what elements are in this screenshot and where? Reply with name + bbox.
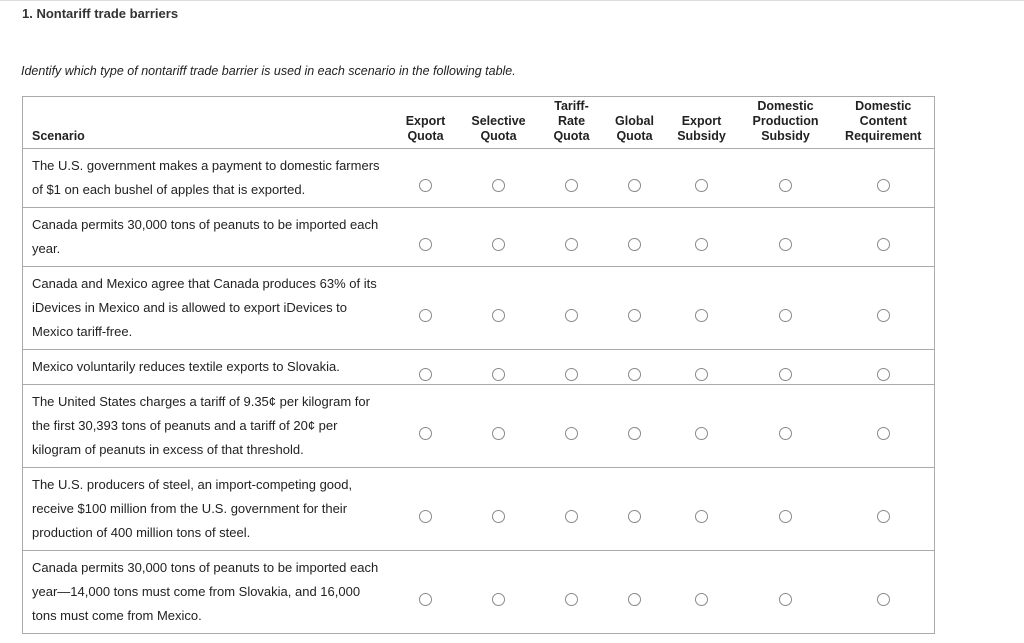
question-instructions: Identify which type of nontariff trade barrier is used in each scenario in the following table.	[21, 64, 516, 78]
radio-button-icon[interactable]	[779, 593, 792, 606]
choice-domestic-production-subsidy[interactable]	[739, 149, 833, 208]
column-header-selective-quota: Selective Quota	[459, 97, 539, 149]
scenario-column-header: Scenario	[23, 97, 393, 149]
choice-domestic-content-requirement[interactable]	[833, 208, 935, 267]
radio-button-icon[interactable]	[492, 179, 505, 192]
choice-tariff-rate-quota[interactable]	[539, 267, 605, 350]
choice-domestic-content-requirement[interactable]	[833, 267, 935, 350]
radio-button-icon[interactable]	[628, 427, 641, 440]
radio-button-icon[interactable]	[565, 510, 578, 523]
radio-button-icon[interactable]	[492, 238, 505, 251]
radio-button-icon[interactable]	[877, 238, 890, 251]
choice-export-quota[interactable]	[393, 208, 459, 267]
choice-global-quota[interactable]	[605, 267, 665, 350]
radio-button-icon[interactable]	[779, 510, 792, 523]
radio-button-icon[interactable]	[877, 179, 890, 192]
choice-export-quota[interactable]	[393, 149, 459, 208]
choice-tariff-rate-quota[interactable]	[539, 208, 605, 267]
choice-selective-quota[interactable]	[459, 468, 539, 551]
radio-button-icon[interactable]	[695, 510, 708, 523]
choice-domestic-content-requirement[interactable]	[833, 149, 935, 208]
choice-export-subsidy[interactable]	[665, 149, 739, 208]
top-divider	[0, 0, 1024, 1]
choice-export-subsidy[interactable]	[665, 385, 739, 468]
scenario-table	[22, 96, 935, 634]
choice-global-quota[interactable]	[605, 350, 665, 385]
choice-export-subsidy[interactable]	[665, 551, 739, 634]
radio-button-icon[interactable]	[695, 368, 708, 381]
choice-export-quota[interactable]	[393, 385, 459, 468]
choice-domestic-production-subsidy[interactable]	[739, 551, 833, 634]
scenario-text: The U.S. producers of steel, an import-competing good, receive $100 million from the U.S. government for their production of 400 million tons of steel.	[23, 468, 393, 551]
radio-button-icon[interactable]	[779, 309, 792, 322]
column-header-global-quota: Global Quota	[605, 97, 665, 149]
radio-button-icon[interactable]	[628, 510, 641, 523]
choice-domestic-production-subsidy[interactable]	[739, 385, 833, 468]
radio-button-icon[interactable]	[695, 309, 708, 322]
scenario-row-4	[23, 350, 935, 385]
radio-button-icon[interactable]	[565, 238, 578, 251]
radio-button-icon[interactable]	[695, 179, 708, 192]
choice-selective-quota[interactable]	[459, 149, 539, 208]
radio-button-icon[interactable]	[419, 593, 432, 606]
radio-button-icon[interactable]	[628, 238, 641, 251]
choice-export-subsidy[interactable]	[665, 468, 739, 551]
choice-export-subsidy[interactable]	[665, 350, 739, 385]
scenario-row-1	[23, 149, 935, 208]
radio-button-icon[interactable]	[779, 238, 792, 251]
choice-domestic-content-requirement[interactable]	[833, 551, 935, 634]
radio-button-icon[interactable]	[877, 309, 890, 322]
scenario-text: Canada permits 30,000 tons of peanuts to be imported each year—14,000 tons must come from Slovakia, and 16,000 tons must come from Mexico.	[32, 560, 379, 623]
choice-tariff-rate-quota[interactable]	[539, 149, 605, 208]
scenario-text: Canada permits 30,000 tons of peanuts to be imported each year.	[23, 208, 393, 267]
choice-domestic-content-requirement[interactable]	[833, 350, 935, 385]
scenario-row-3	[23, 267, 935, 350]
choice-selective-quota[interactable]	[459, 208, 539, 267]
radio-button-icon[interactable]	[877, 368, 890, 381]
radio-button-icon[interactable]	[419, 510, 432, 523]
radio-button-icon[interactable]	[492, 368, 505, 381]
radio-button-icon[interactable]	[695, 427, 708, 440]
radio-button-icon[interactable]	[565, 593, 578, 606]
choice-global-quota[interactable]	[605, 385, 665, 468]
radio-button-icon[interactable]	[565, 309, 578, 322]
radio-button-icon[interactable]	[492, 309, 505, 322]
choice-global-quota[interactable]	[605, 208, 665, 267]
radio-button-icon[interactable]	[492, 427, 505, 440]
question-title: 1. Nontariff trade barriers	[22, 6, 179, 21]
choice-selective-quota[interactable]	[459, 267, 539, 350]
radio-button-icon[interactable]	[419, 179, 432, 192]
scenario-text: The United States charges a tariff of 9.35¢ per kilogram for the first 30,393 tons of peanuts and a tariff of 20¢ per kilogram of peanuts in excess of that threshold.	[23, 385, 393, 468]
radio-button-icon[interactable]	[565, 368, 578, 381]
radio-button-icon[interactable]	[628, 309, 641, 322]
choice-global-quota[interactable]	[605, 149, 665, 208]
radio-button-icon[interactable]	[565, 179, 578, 192]
radio-button-icon[interactable]	[419, 238, 432, 251]
choice-global-quota[interactable]	[605, 468, 665, 551]
choice-domestic-content-requirement[interactable]	[833, 468, 935, 551]
choice-export-subsidy[interactable]	[665, 267, 739, 350]
choice-domestic-production-subsidy[interactable]	[739, 468, 833, 551]
column-header-tariff-rate-quota: Tariff-Rate Quota	[539, 97, 605, 149]
column-header-domestic-content-requirement: Domestic Content Requirement	[833, 97, 935, 149]
radio-button-icon[interactable]	[628, 368, 641, 381]
column-header-domestic-production-subsidy: Domestic Production Subsidy	[739, 97, 833, 149]
column-header-export-quota: Export Quota	[393, 97, 459, 149]
scenario-row-5	[23, 385, 935, 468]
radio-button-icon[interactable]	[565, 427, 578, 440]
radio-button-icon[interactable]	[419, 309, 432, 322]
choice-export-subsidy[interactable]	[665, 208, 739, 267]
choice-tariff-rate-quota[interactable]	[539, 468, 605, 551]
radio-button-icon[interactable]	[628, 179, 641, 192]
choice-domestic-production-subsidy[interactable]	[739, 350, 833, 385]
choice-selective-quota[interactable]	[459, 350, 539, 385]
choice-domestic-content-requirement[interactable]	[833, 385, 935, 468]
radio-button-icon[interactable]	[779, 427, 792, 440]
scenario-text: The U.S. government makes a payment to domestic farmers of $1 on each bushel of apples that is exported.	[23, 149, 393, 208]
choice-selective-quota[interactable]	[459, 385, 539, 468]
radio-button-icon[interactable]	[695, 593, 708, 606]
choice-tariff-rate-quota[interactable]	[539, 385, 605, 468]
choice-export-quota[interactable]	[393, 350, 459, 385]
header-row	[23, 97, 935, 149]
radio-button-icon[interactable]	[695, 238, 708, 251]
choice-global-quota[interactable]	[605, 551, 665, 634]
choice-selective-quota[interactable]	[459, 551, 539, 634]
column-header-export-subsidy: Export Subsidy	[665, 97, 739, 149]
radio-button-icon[interactable]	[492, 510, 505, 523]
scenario-text: Mexico voluntarily reduces textile exports to Slovakia.	[23, 350, 393, 385]
scenario-row-7	[23, 551, 935, 634]
scenario-row-6	[23, 468, 935, 551]
radio-button-icon[interactable]	[779, 179, 792, 192]
choice-export-quota[interactable]	[393, 267, 459, 350]
choice-export-quota[interactable]	[393, 468, 459, 551]
radio-button-icon[interactable]	[419, 427, 432, 440]
radio-button-icon[interactable]	[779, 368, 792, 381]
choice-domestic-production-subsidy[interactable]	[739, 208, 833, 267]
radio-button-icon[interactable]	[877, 593, 890, 606]
scenario-text: Canada and Mexico agree that Canada produces 63% of its iDevices in Mexico and is allowed to export iDevices to Mexico tariff-free.	[23, 267, 393, 350]
choice-tariff-rate-quota[interactable]	[539, 350, 605, 385]
radio-button-icon[interactable]	[419, 368, 432, 381]
choice-domestic-production-subsidy[interactable]	[739, 267, 833, 350]
radio-button-icon[interactable]	[877, 427, 890, 440]
scenario-row-2	[23, 208, 935, 267]
choice-export-quota[interactable]	[393, 551, 459, 634]
radio-button-icon[interactable]	[492, 593, 505, 606]
choice-tariff-rate-quota[interactable]	[539, 551, 605, 634]
radio-button-icon[interactable]	[877, 510, 890, 523]
radio-button-icon[interactable]	[628, 593, 641, 606]
